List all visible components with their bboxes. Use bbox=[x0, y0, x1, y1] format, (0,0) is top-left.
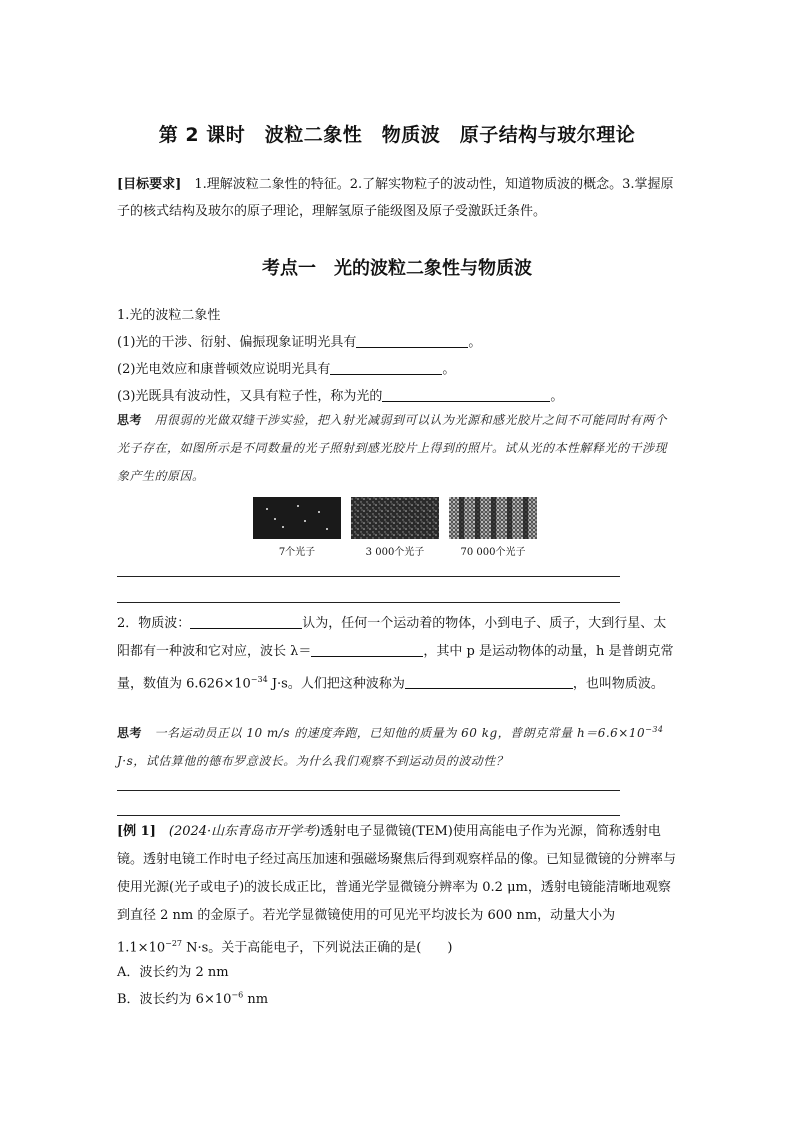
medium-noise bbox=[351, 497, 439, 539]
fill-blank[interactable] bbox=[330, 360, 442, 375]
example1-t1: 透射电子显微镜(TEM)使用高能电子作为光源，简称透射电镜。透射电镜工作时电子经过高压加速和强磁场聚焦后得到观察样品的像。已知显微镜的分辨率与使用光源(光子或电子)的波长成正比，普通光学显微镜分辨率为 0.2 μm，透射电镜能清晰地观察到直径 2 nm 的金原子。若光学显微镜使用的可见光平均波长为 600 nm，动量大小为 1.1×10 bbox=[117, 824, 677, 956]
item1-sub2-text: (2)光电效应和康普顿效应说明光具有 bbox=[117, 362, 331, 377]
think2-exp: −34 bbox=[645, 725, 664, 734]
answer-line[interactable] bbox=[117, 576, 620, 577]
learning-goals bbox=[117, 171, 677, 225]
item1-heading: 1.光的波粒二象性 bbox=[117, 308, 221, 323]
item1-sub3-end: 。 bbox=[550, 389, 564, 404]
item2-t4: ，也叫物质波。 bbox=[572, 676, 664, 692]
photo-7-photons bbox=[253, 497, 341, 539]
caption-70000: 70 000个光子 bbox=[460, 547, 526, 558]
goal-tag: [目标要求] bbox=[117, 177, 182, 192]
think1-text: 用很弱的光做双缝干涉实验，把入射光减弱到可以认为光源和感光胶片之间不可能同时有两个光子存在，如图所示是不同数量的光子照射到感光胶片上得到的照片。试从光的本性解释光的干涉现象产生的原因。 bbox=[117, 413, 668, 483]
fill-blank[interactable] bbox=[382, 387, 550, 402]
item1-sub2 bbox=[117, 358, 455, 377]
page-title: 第 2 课时 波粒二象性 物质波 原子结构与玻尔理论 bbox=[158, 124, 636, 146]
think2-label: 思考 bbox=[117, 726, 143, 740]
section-title: 考点一 光的波粒二象性与物质波 bbox=[262, 258, 532, 279]
item2-t3: J·s。人们把这种波称为 bbox=[267, 676, 405, 692]
example1-source: (2024·山东青岛市开学考) bbox=[168, 824, 321, 839]
think1 bbox=[117, 406, 677, 490]
caption-7: 7个光子 bbox=[278, 547, 316, 558]
item2-t1: 认为，任何一个运动着的物体，小到电子、质子，大到行星、太阳都有一种波和它对应，波长 λ＝ bbox=[117, 616, 667, 659]
item2-exp: −34 bbox=[250, 675, 268, 684]
example1-label: [例 1] bbox=[117, 824, 156, 839]
example1-t2: N·s。关于高能电子，下列说法正确的是( ) bbox=[182, 940, 453, 956]
answer-line[interactable] bbox=[117, 790, 620, 791]
answer-line[interactable] bbox=[117, 602, 620, 603]
answer-line[interactable] bbox=[117, 815, 620, 816]
photo-70000-photons bbox=[449, 497, 537, 539]
example1 bbox=[117, 818, 677, 962]
option-b-post: nm bbox=[243, 992, 269, 1007]
item1-sub3 bbox=[117, 385, 563, 404]
option-b-pre: B．波长约为 6×10 bbox=[117, 992, 232, 1007]
item2 bbox=[117, 610, 677, 698]
option-a[interactable]: A．波长约为 2 nm bbox=[117, 965, 229, 980]
fill-blank[interactable] bbox=[356, 333, 468, 348]
fill-blank[interactable] bbox=[190, 614, 302, 629]
example1-exp: −27 bbox=[165, 939, 182, 948]
fill-blank[interactable] bbox=[311, 642, 423, 657]
photo-3000-photons bbox=[351, 497, 439, 539]
item1-sub3-text: (3)光既具有波动性，又具有粒子性，称为光的 bbox=[117, 389, 383, 404]
photon-photos-figure bbox=[253, 497, 543, 559]
fringe-pattern bbox=[449, 497, 537, 539]
option-b-exp: −6 bbox=[231, 990, 244, 1000]
option-b[interactable] bbox=[117, 988, 268, 1007]
think2-t1: 一名运动员正以 10 m/s 的速度奔跑，已知他的质量为 60 kg，普朗克常量 h＝6.6×10 bbox=[142, 726, 646, 740]
goal-text: 1.理解波粒二象性的特征。2.了解实物粒子的波动性，知道物质波的概念。3.掌握原子的核式结构及玻尔的原子理论，理解氢原子能级图及原子受激跃迁条件。 bbox=[117, 177, 674, 219]
caption-3000: 3 000个光子 bbox=[365, 547, 425, 558]
sparse-dots bbox=[253, 497, 341, 539]
item1-sub1-text: (1)光的干涉、衍射、偏振现象证明光具有 bbox=[117, 335, 357, 350]
think2-t2: J·s，试估算他的德布罗意波长。为什么我们观察不到运动员的波动性？ bbox=[117, 754, 509, 768]
item1-sub2-end: 。 bbox=[442, 362, 456, 377]
think1-label: 思考 bbox=[117, 413, 143, 427]
think2 bbox=[117, 716, 677, 775]
item2-t2: ，其中 p 是运动物体的动量，h 是普朗克常量，数值为 6.626×10 bbox=[117, 644, 674, 692]
fill-blank[interactable] bbox=[405, 674, 573, 689]
item2-lead: 2．物质波： bbox=[117, 616, 191, 631]
item1-sub1 bbox=[117, 331, 481, 350]
item1-sub1-end: 。 bbox=[468, 335, 482, 350]
